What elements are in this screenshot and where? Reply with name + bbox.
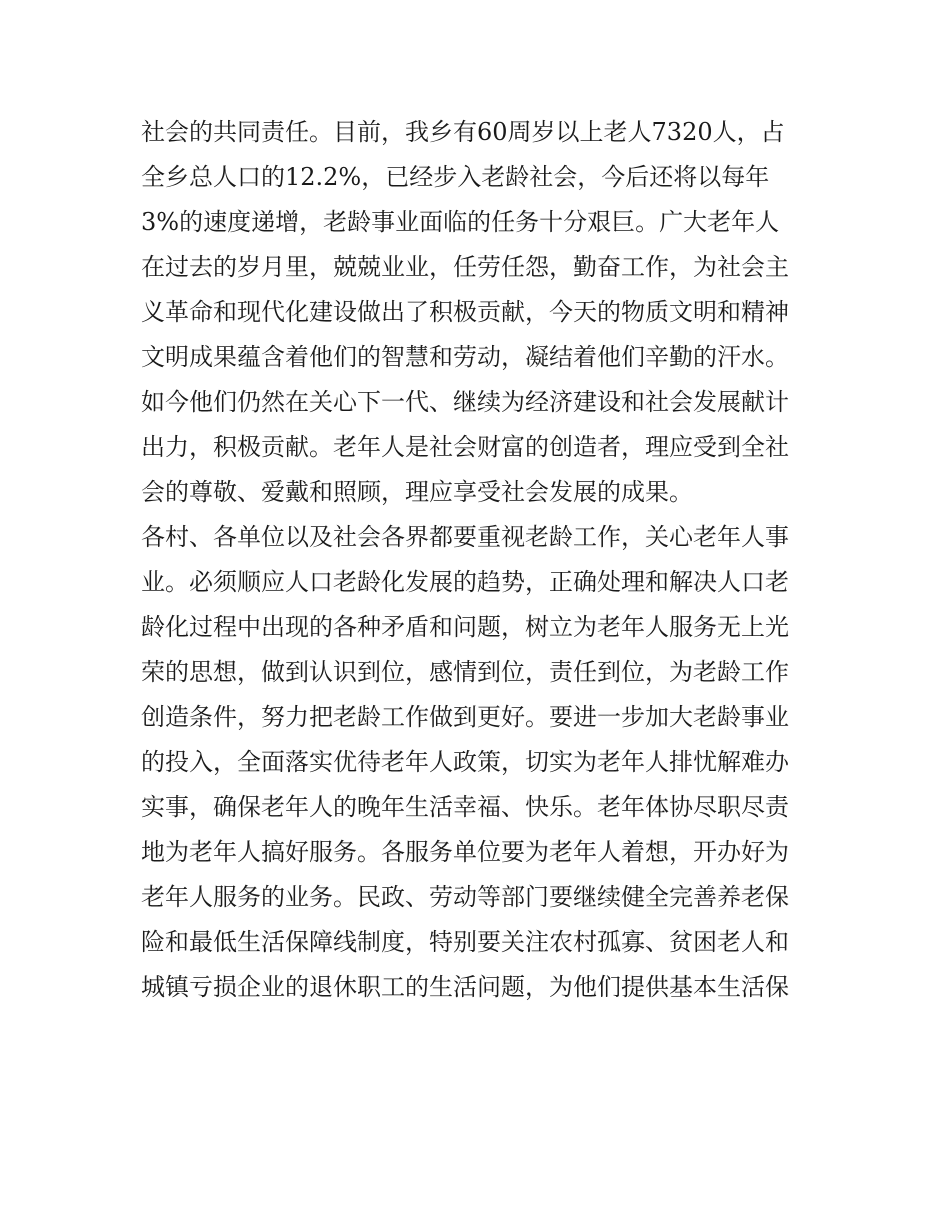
text-line: 老年人服务的业务。民政、劳动等部门要继续健全完善养老保 [141,883,789,911]
text-line: 城镇亏损企业的退休职工的生活问题，为他们提供基本生活保 [141,973,789,1001]
text-line: 的投入，全面落实优待老年人政策，切实为老年人排忧解难办 [141,748,789,776]
text-line: 险和最低生活保障线制度，特别要关注农村孤寡、贫困老人和 [141,928,789,956]
text-line: 实事，确保老年人的晚年生活幸福、快乐。老年体协尽职尽责 [141,793,789,821]
text-line: 3%的速度递增，老龄事业面临的任务十分艰巨。广大老年人 [141,208,780,236]
text-line: 如今他们仍然在关心下一代、继续为经济建设和社会发展献计 [141,388,789,416]
text-line: 地为老年人搞好服务。各服务单位要为老年人着想，开办好为 [141,838,789,866]
text-line: 出力，积极贡献。老年人是社会财富的创造者，理应受到全社 [141,433,789,461]
body-text [141,110,821,1010]
text-line: 龄化过程中出现的各种矛盾和问题，树立为老年人服务无上光 [141,613,789,641]
text-line: 义革命和现代化建设做出了积极贡献，今天的物质文明和精神 [141,298,789,326]
text-line: 荣的思想，做到认识到位，感情到位，责任到位，为老龄工作 [141,658,789,686]
text-line: 在过去的岁月里，兢兢业业，任劳任怨，勤奋工作，为社会主 [141,253,789,281]
text-line: 全乡总人口的12.2%，已经步入老龄社会，今后还将以每年 [141,163,770,191]
text-line: 社会的共同责任。目前，我乡有60周岁以上老人7320人，占 [141,118,785,146]
text-line: 业。必须顺应人口老龄化发展的趋势，正确处理和解决人口老 [141,568,789,596]
text-line: 会的尊敬、爱戴和照顾，理应享受社会发展的成果。 [141,478,693,506]
text-line: 创造条件，努力把老龄工作做到更好。要进一步加大老龄事业 [141,703,789,731]
text-line: 各村、各单位以及社会各界都要重视老龄工作，关心老年人事 [141,523,789,551]
text-line: 文明成果蕴含着他们的智慧和劳动，凝结着他们辛勤的汗水。 [141,343,789,371]
